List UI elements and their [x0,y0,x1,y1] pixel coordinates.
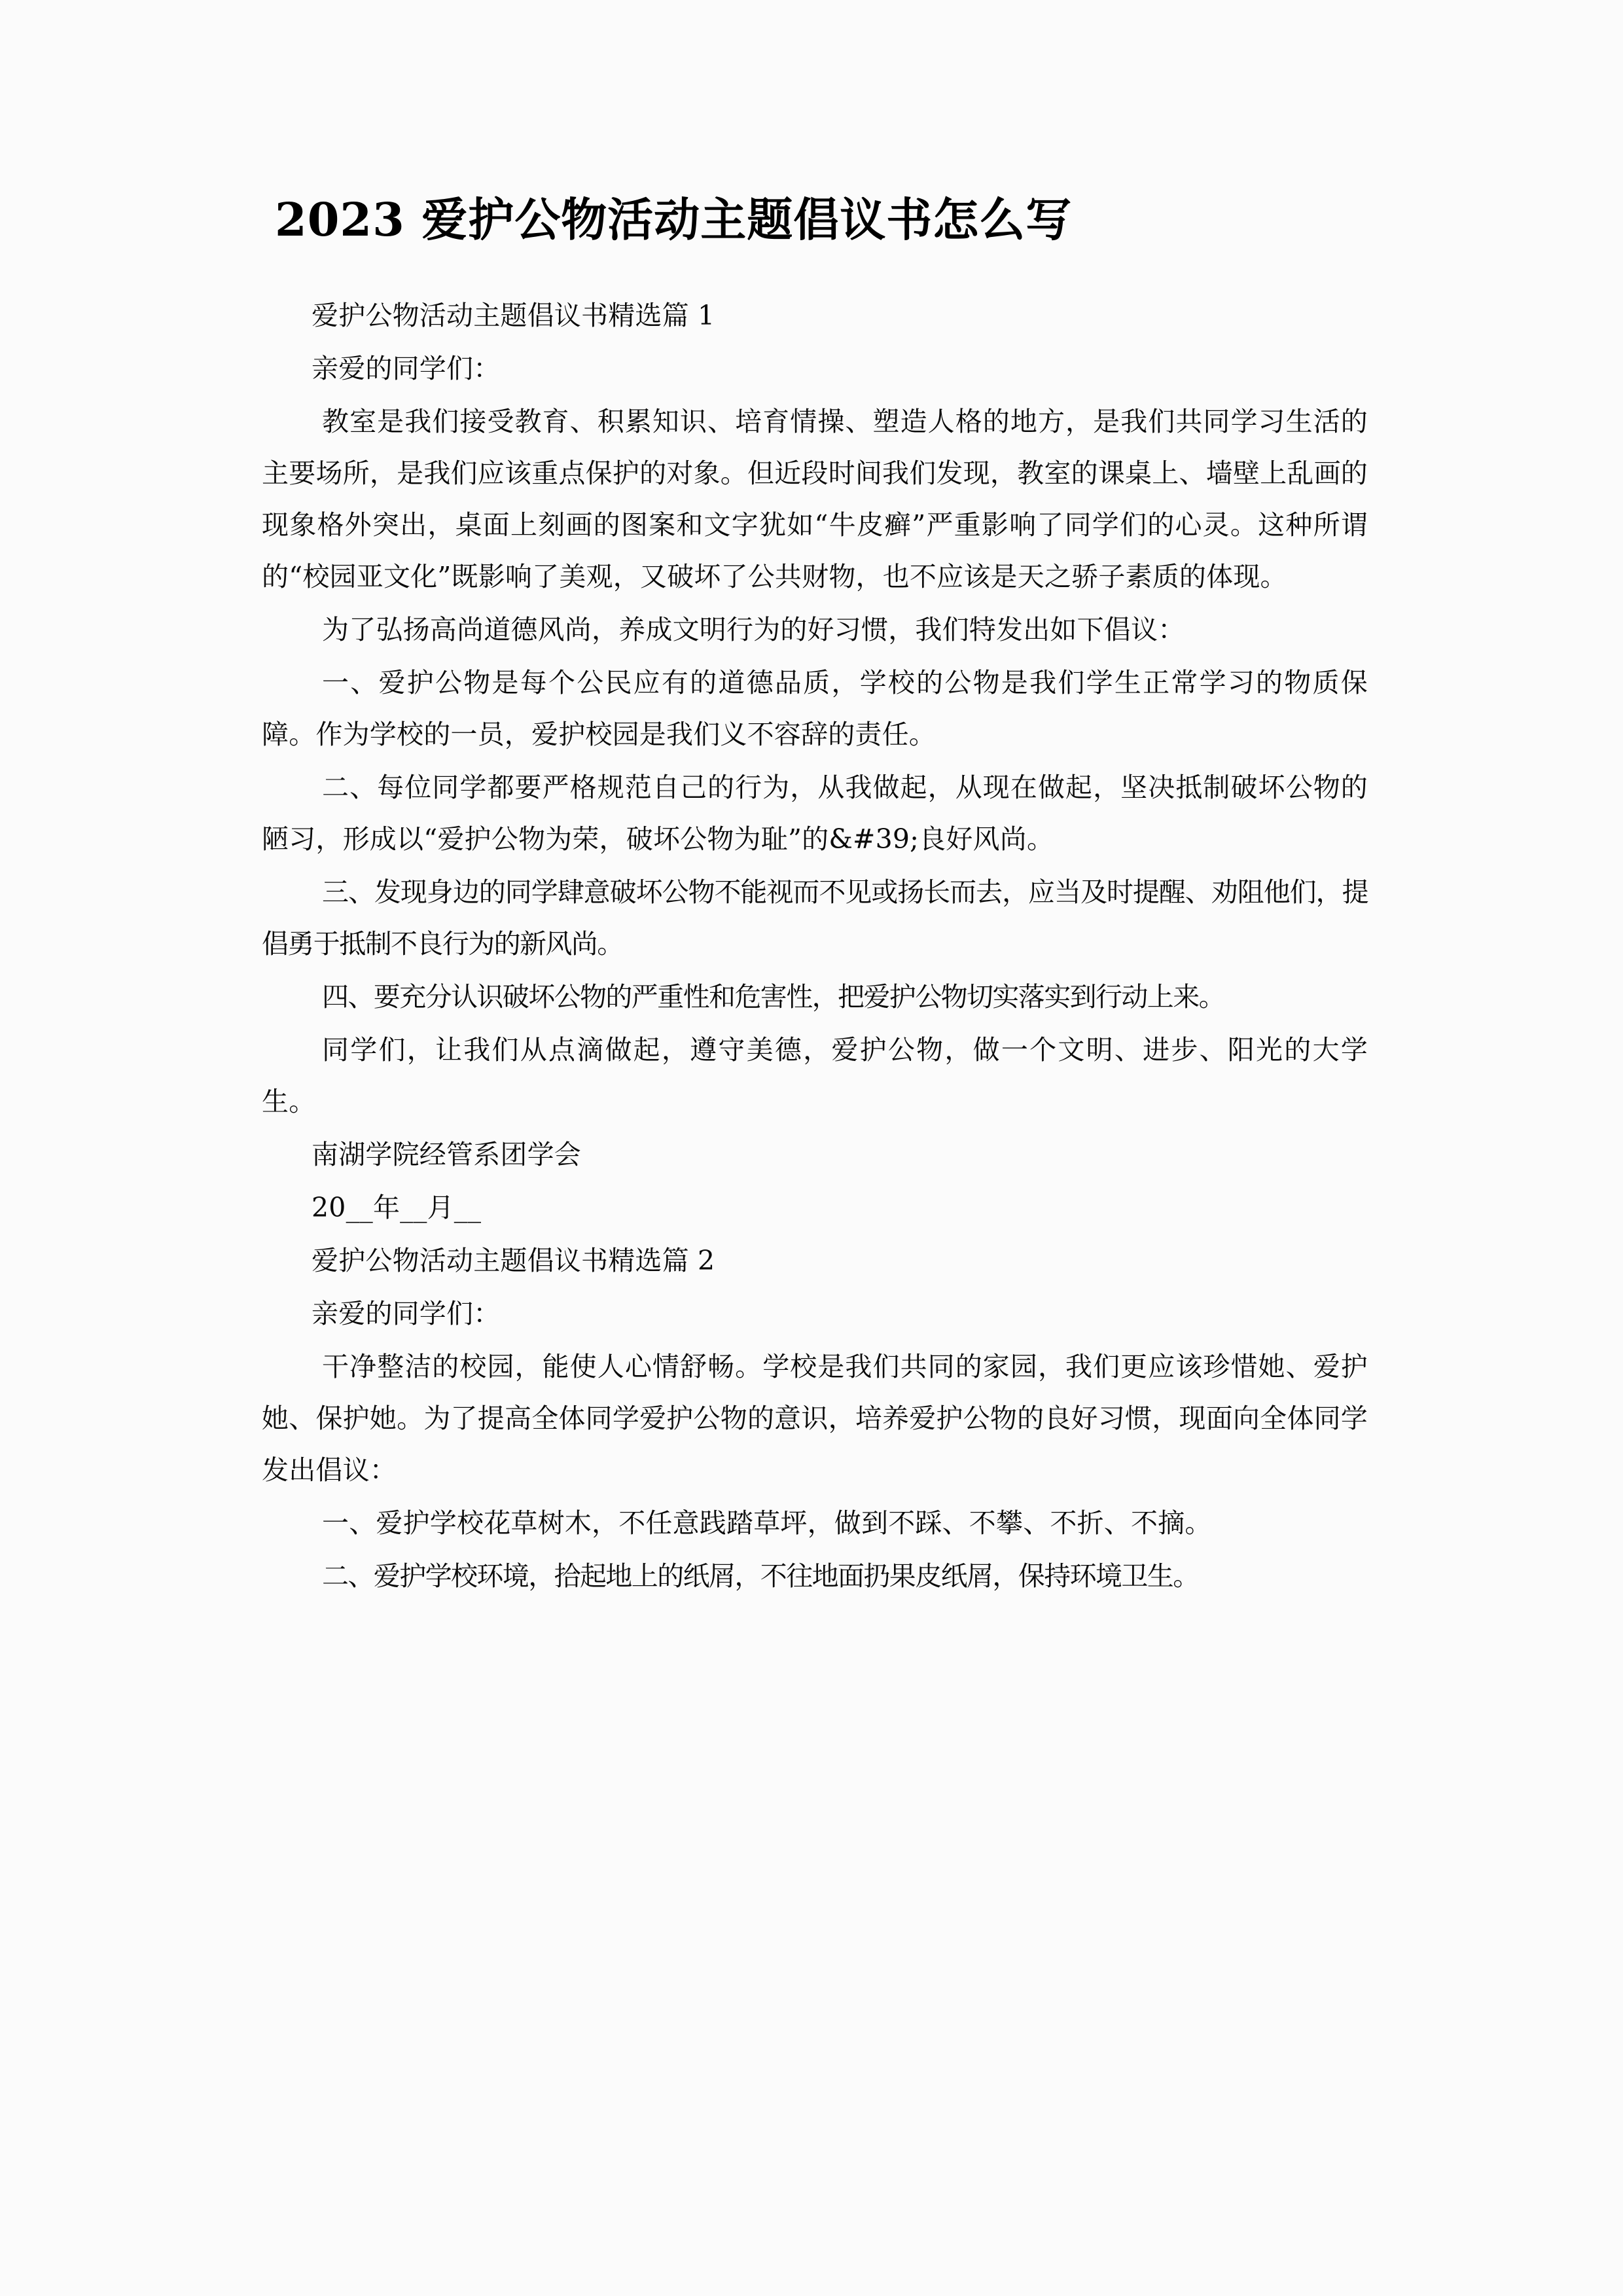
essay1-heading: 爱护公物活动主题倡议书精选篇 1 [312,299,715,331]
essay2-item-2: 二、爱护学校环境，拾起地上的纸屑，不往地面扔果皮纸屑，保持环境卫生。 [322,1560,1199,1592]
page-title: 2023 爱护公物活动主题倡议书怎么写 [275,192,1073,247]
essay1-item-2: 二、每位同学都要严格规范自己的行为，从我做起，从现在做起，坚决抵制破坏公物的陋习，形成以“爱护公物为荣，破坏公物为耻”的&#39;良好风尚。 [262,771,1368,855]
essay1-signature: 南湖学院经管系团学会 [312,1138,581,1170]
essay1-item-3: 三、发现身边的同学肆意破坏公物不能视而不见或扬长而去，应当及时提醒、劝阻他们，提倡勇于抵制不良行为的新风尚。 [262,876,1368,960]
essay1-item-4: 四、要充分认识破坏公物的严重性和危害性，把爱护公物切实落实到行动上来。 [322,980,1224,1013]
essay2-salutation: 亲爱的同学们： [312,1297,501,1329]
essay1-paragraph-2: 为了弘扬高尚道德风尚，养成文明行为的好习惯，我们特发出如下倡议： [322,613,1185,645]
essay2-heading: 爱护公物活动主题倡议书精选篇 2 [312,1244,715,1276]
essay2-paragraph-1: 干净整洁的校园，能使人心情舒畅。学校是我们共同的家园，我们更应该珍惜她、爱护她、保护她。为了提高全体同学爱护公物的意识，培养爱护公物的良好习惯，现面向全体同学发出倡议： [262,1350,1368,1486]
document-content [262,0,1368,1602]
essay1-item-1: 一、爱护公物是每个公民应有的道德品质，学校的公物是我们学生正常学习的物质保障。作为学校的一员，爱护校园是我们义不容辞的责任。 [262,666,1368,750]
essay1-salutation: 亲爱的同学们： [312,352,501,384]
essay1-date: 20__年__月__ [312,1191,482,1223]
essay2-item-1: 一、爱护学校花草树木，不任意践踏草坪，做到不踩、不攀、不折、不摘。 [322,1507,1212,1539]
essay1-paragraph-1: 教室是我们接受教育、积累知识、培育情操、塑造人格的地方，是我们共同学习生活的主要场所，是我们应该重点保护的对象。但近段时间我们发现，教室的课桌上、墙壁上乱画的现象格外突出，桌面上刻画的图案和文字犹如“牛皮癣”严重影响了同学们的心灵。这种所谓的“校园亚文化”既影响了美观，又破坏了公共财物，也不应该是天之骄子素质的体现。 [262,405,1368,592]
essay1-closing: 同学们，让我们从点滴做起，遵守美德，爱护公物，做一个文明、进步、阳光的大学生。 [262,1033,1368,1117]
